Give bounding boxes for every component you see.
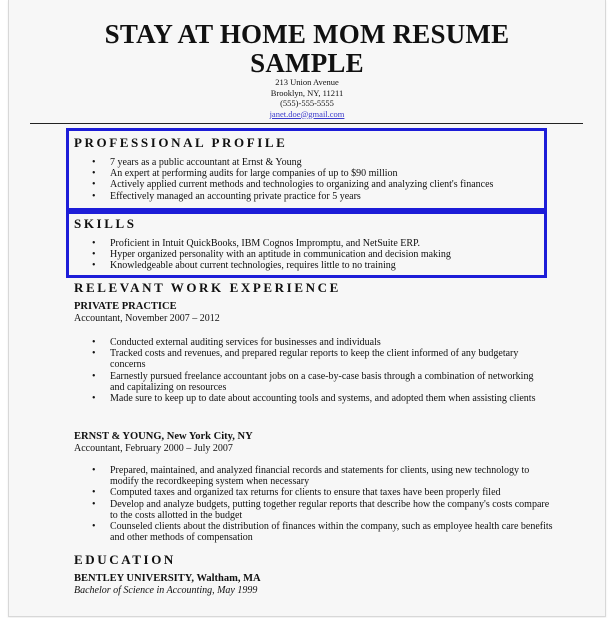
list-item: • Made sure to keep up to date about accounting tools and systems, and adopted them when assisting clients [74,393,539,404]
job-role: Accountant, February 2000 – July 2007 [74,443,233,454]
profile-heading: PROFESSIONAL PROFILE [74,135,288,150]
list-item: • Knowledgeable about current technologies, requires little to no training [74,260,574,271]
contact-block [0,77,614,119]
list-item: • 7 years as a public accountant at Ernst & Young [74,157,574,168]
address-line-1: 213 Union Avenue [275,77,339,87]
job-org: PRIVATE PRACTICE [74,301,177,312]
list-item: • An expert at performing audits for large companies of up to $90 million [74,168,574,179]
list-item: • Actively applied current methods and technologies to organizing and analyzing client's finances [74,179,574,190]
list-item: • Conducted external auditing services for businesses and individuals [74,337,539,348]
header-divider [30,123,583,124]
skills-heading: SKILLS [74,216,137,231]
profile-list [74,157,574,202]
list-item: • Earnestly pursued freelance accountant jobs on a case-by-case basis through a combination of networking and capitalizing on resources [74,371,539,393]
list-item: • Hyper organized personality with an aptitude in communication and decision making [74,249,574,260]
resume-title [0,20,614,78]
skills-list [74,238,574,272]
list-item: • Prepared, maintained, and analyzed financial records and statements for clients, using new technology to modify the recordkeeping system when necessary [74,465,554,487]
job-bullets [74,337,539,404]
list-item: • Effectively managed an accounting private practice for 5 years [74,191,574,202]
title-line-1: STAY AT HOME MOM RESUME [104,19,510,49]
email-link[interactable]: janet.doe@gmail.com [269,108,345,119]
list-item: • Develop and analyze budgets, putting together regular reports that describe how the company's costs compare to the costs allotted in the budget [74,499,554,521]
address-line-2: Brooklyn, NY, 11211 [270,87,344,98]
title-line-2: SAMPLE [250,48,364,78]
job-bullets [74,465,554,543]
education-heading: EDUCATION [74,552,176,567]
phone: (555)-555-5555 [280,98,334,108]
job-org: ERNST & YOUNG, New York City, NY [74,431,253,442]
list-item: • Proficient in Intuit QuickBooks, IBM Cognos Impromptu, and NetSuite ERP. [74,238,574,249]
job-role: Accountant, November 2007 – 2012 [74,313,220,324]
list-item: • Counseled clients about the distribution of finances within the company, such as employee health care benefits and other methods of compensation [74,521,554,543]
school-name: BENTLEY UNIVERSITY, Waltham, MA [74,573,261,584]
list-item: • Computed taxes and organized tax returns for clients to ensure that taxes have been properly filed [74,487,554,498]
list-item: • Tracked costs and revenues, and prepared regular reports to keep the client informed of any budgetary concerns [74,348,539,370]
degree: Bachelor of Science in Accounting, May 1999 [74,585,258,596]
experience-heading: RELEVANT WORK EXPERIENCE [74,280,341,295]
